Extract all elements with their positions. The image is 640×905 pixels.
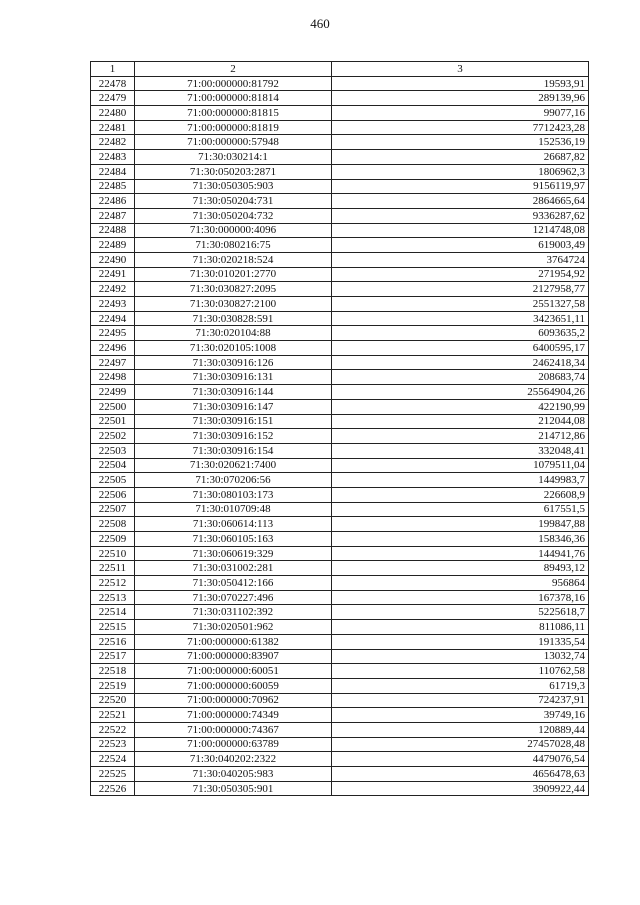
table-row [91,238,589,253]
cadastral-number-cell: 71:30:040202:2322 [135,752,332,767]
table-row [91,282,589,297]
row-number-cell: 22524 [91,752,135,767]
column-header-2: 2 [135,62,332,77]
value-cell: 212044,08 [332,414,589,429]
table-row [91,208,589,223]
table-row [91,781,589,796]
value-cell: 25564904,26 [332,385,589,400]
cadastral-number-cell: 71:30:020501:962 [135,620,332,635]
row-number-cell: 22512 [91,576,135,591]
row-number-cell: 22482 [91,135,135,150]
cadastral-number-cell: 71:00:000000:60051 [135,664,332,679]
row-number-cell: 22526 [91,781,135,796]
row-number-cell: 22507 [91,502,135,517]
table-row [91,252,589,267]
value-cell: 167378,16 [332,590,589,605]
cadastral-number-cell: 71:00:000000:81814 [135,91,332,106]
table-row [91,223,589,238]
table-body [91,76,589,796]
row-number-cell: 22497 [91,355,135,370]
row-number-cell: 22503 [91,443,135,458]
cadastral-number-cell: 71:30:050305:903 [135,179,332,194]
value-cell: 9336287,62 [332,208,589,223]
value-cell: 110762,58 [332,664,589,679]
row-number-cell: 22516 [91,634,135,649]
row-number-cell: 22510 [91,546,135,561]
table-row [91,399,589,414]
value-cell: 2127958,77 [332,282,589,297]
value-cell: 6400595,17 [332,341,589,356]
table-header [91,62,589,77]
value-cell: 26687,82 [332,150,589,165]
row-number-cell: 22499 [91,385,135,400]
table-row [91,91,589,106]
table-row [91,76,589,91]
table-row [91,722,589,737]
row-number-cell: 22501 [91,414,135,429]
cadastral-number-cell: 71:00:000000:83907 [135,649,332,664]
row-number-cell: 22484 [91,164,135,179]
value-cell: 226608,9 [332,487,589,502]
value-cell: 3909922,44 [332,781,589,796]
row-number-cell: 22521 [91,708,135,723]
table-row [91,341,589,356]
cadastral-number-cell: 71:30:030214:1 [135,150,332,165]
row-number-cell: 22525 [91,767,135,782]
value-cell: 99077,16 [332,106,589,121]
cadastral-number-cell: 71:00:000000:57948 [135,135,332,150]
value-cell: 39749,16 [332,708,589,723]
cadastral-number-cell: 71:30:031102:392 [135,605,332,620]
cadastral-number-cell: 71:30:020621:7400 [135,458,332,473]
table-row [91,443,589,458]
table-row [91,576,589,591]
row-number-cell: 22502 [91,429,135,444]
table-row [91,767,589,782]
value-cell: 2864665,64 [332,194,589,209]
row-number-cell: 22488 [91,223,135,238]
cadastral-number-cell: 71:00:000000:74367 [135,722,332,737]
table-row [91,429,589,444]
cadastral-number-cell: 71:00:000000:81819 [135,120,332,135]
cadastral-number-cell: 71:30:070206:56 [135,473,332,488]
column-header-3: 3 [332,62,589,77]
table-row [91,473,589,488]
value-cell: 199847,88 [332,517,589,532]
cadastral-number-cell: 71:30:070227:496 [135,590,332,605]
value-cell: 1214748,08 [332,223,589,238]
table-row [91,370,589,385]
registry-table [90,61,589,796]
row-number-cell: 22513 [91,590,135,605]
table-row [91,708,589,723]
table-row [91,311,589,326]
cadastral-number-cell: 71:30:020104:88 [135,326,332,341]
cadastral-number-cell: 71:00:000000:81792 [135,76,332,91]
row-number-cell: 22511 [91,561,135,576]
value-cell: 5225618,7 [332,605,589,620]
cadastral-number-cell: 71:30:030916:154 [135,443,332,458]
row-number-cell: 22490 [91,252,135,267]
value-cell: 1449983,7 [332,473,589,488]
table-row [91,135,589,150]
cadastral-number-cell: 71:30:080103:173 [135,487,332,502]
cadastral-number-cell: 71:30:030916:147 [135,399,332,414]
value-cell: 120889,44 [332,722,589,737]
row-number-cell: 22494 [91,311,135,326]
row-number-cell: 22483 [91,150,135,165]
row-number-cell: 22479 [91,91,135,106]
row-number-cell: 22520 [91,693,135,708]
table-row [91,164,589,179]
row-number-cell: 22523 [91,737,135,752]
table-row [91,649,589,664]
cadastral-number-cell: 71:30:030916:152 [135,429,332,444]
cadastral-number-cell: 71:30:050203:2871 [135,164,332,179]
value-cell: 3423651,11 [332,311,589,326]
table-row [91,737,589,752]
cadastral-number-cell: 71:30:030916:126 [135,355,332,370]
table-row [91,179,589,194]
row-number-cell: 22478 [91,76,135,91]
value-cell: 724237,91 [332,693,589,708]
table-row [91,385,589,400]
value-cell: 158346,36 [332,532,589,547]
cadastral-number-cell: 71:30:031002:281 [135,561,332,576]
table-row [91,267,589,282]
column-header-1: 1 [91,62,135,77]
value-cell: 1079511,04 [332,458,589,473]
value-cell: 152536,19 [332,135,589,150]
row-number-cell: 22500 [91,399,135,414]
table-row [91,194,589,209]
table-row [91,414,589,429]
value-cell: 1806962,3 [332,164,589,179]
row-number-cell: 22493 [91,297,135,312]
cadastral-number-cell: 71:30:080216:75 [135,238,332,253]
table-row [91,106,589,121]
table-row [91,561,589,576]
value-cell: 811086,11 [332,620,589,635]
value-cell: 2551327,58 [332,297,589,312]
row-number-cell: 22522 [91,722,135,737]
value-cell: 956864 [332,576,589,591]
row-number-cell: 22519 [91,678,135,693]
value-cell: 61719,3 [332,678,589,693]
table-row [91,458,589,473]
cadastral-number-cell: 71:30:060105:163 [135,532,332,547]
row-number-cell: 22505 [91,473,135,488]
row-number-cell: 22481 [91,120,135,135]
table-row [91,487,589,502]
cadastral-number-cell: 71:30:020218:524 [135,252,332,267]
value-cell: 214712,86 [332,429,589,444]
table-row [91,546,589,561]
cadastral-number-cell: 71:00:000000:74349 [135,708,332,723]
table-row [91,120,589,135]
cadastral-number-cell: 71:30:010201:2770 [135,267,332,282]
value-cell: 208683,74 [332,370,589,385]
cadastral-number-cell: 71:30:030916:131 [135,370,332,385]
cadastral-number-cell: 71:30:050204:732 [135,208,332,223]
cadastral-number-cell: 71:30:030916:151 [135,414,332,429]
value-cell: 619003,49 [332,238,589,253]
value-cell: 332048,41 [332,443,589,458]
cadastral-number-cell: 71:00:000000:60059 [135,678,332,693]
table-row [91,678,589,693]
value-cell: 7712423,28 [332,120,589,135]
value-cell: 271954,92 [332,267,589,282]
value-cell: 2462418,34 [332,355,589,370]
value-cell: 3764724 [332,252,589,267]
page-number: 460 [310,16,330,31]
value-cell: 191335,54 [332,634,589,649]
table-row [91,693,589,708]
row-number-cell: 22508 [91,517,135,532]
cadastral-number-cell: 71:30:040205:983 [135,767,332,782]
cadastral-number-cell: 71:30:030827:2095 [135,282,332,297]
cadastral-number-cell: 71:00:000000:61382 [135,634,332,649]
cadastral-number-cell: 71:30:000000:4096 [135,223,332,238]
table-row [91,355,589,370]
cadastral-number-cell: 71:30:010709:48 [135,502,332,517]
row-number-cell: 22496 [91,341,135,356]
cadastral-number-cell: 71:30:030827:2100 [135,297,332,312]
row-number-cell: 22495 [91,326,135,341]
row-number-cell: 22517 [91,649,135,664]
value-cell: 9156119,97 [332,179,589,194]
cadastral-number-cell: 71:30:060614:113 [135,517,332,532]
table-row [91,605,589,620]
row-number-cell: 22515 [91,620,135,635]
table-row [91,326,589,341]
row-number-cell: 22492 [91,282,135,297]
cadastral-number-cell: 71:00:000000:81815 [135,106,332,121]
row-number-cell: 22504 [91,458,135,473]
value-cell: 89493,12 [332,561,589,576]
row-number-cell: 22509 [91,532,135,547]
value-cell: 617551,5 [332,502,589,517]
row-number-cell: 22485 [91,179,135,194]
table-row [91,752,589,767]
table-row [91,150,589,165]
row-number-cell: 22498 [91,370,135,385]
cadastral-number-cell: 71:30:050412:166 [135,576,332,591]
value-cell: 6093635,2 [332,326,589,341]
value-cell: 422190,99 [332,399,589,414]
value-cell: 19593,91 [332,76,589,91]
cadastral-number-cell: 71:30:030916:144 [135,385,332,400]
row-number-cell: 22486 [91,194,135,209]
value-cell: 144941,76 [332,546,589,561]
row-number-cell: 22491 [91,267,135,282]
row-number-cell: 22480 [91,106,135,121]
cadastral-number-cell: 71:30:060619:329 [135,546,332,561]
row-number-cell: 22489 [91,238,135,253]
row-number-cell: 22518 [91,664,135,679]
value-cell: 27457028,48 [332,737,589,752]
value-cell: 13032,74 [332,649,589,664]
row-number-cell: 22487 [91,208,135,223]
table-row [91,297,589,312]
cadastral-number-cell: 71:30:050204:731 [135,194,332,209]
row-number-cell: 22506 [91,487,135,502]
cadastral-number-cell: 71:00:000000:70962 [135,693,332,708]
table-row [91,664,589,679]
table-row [91,620,589,635]
cadastral-number-cell: 71:30:050305:901 [135,781,332,796]
value-cell: 289139,96 [332,91,589,106]
table-row [91,590,589,605]
value-cell: 4479076,54 [332,752,589,767]
cadastral-number-cell: 71:00:000000:63789 [135,737,332,752]
table-row [91,517,589,532]
table-row [91,532,589,547]
table-row [91,502,589,517]
row-number-cell: 22514 [91,605,135,620]
value-cell: 4656478,63 [332,767,589,782]
cadastral-number-cell: 71:30:020105:1008 [135,341,332,356]
table-row [91,634,589,649]
cadastral-number-cell: 71:30:030828:591 [135,311,332,326]
header-row [91,62,589,77]
